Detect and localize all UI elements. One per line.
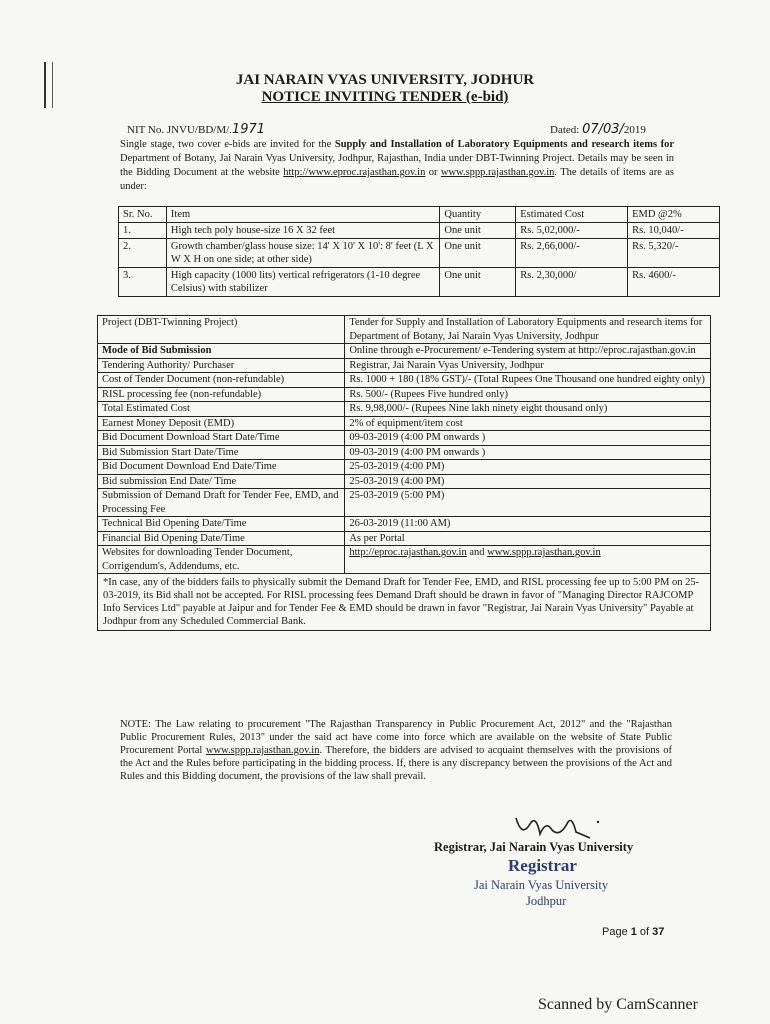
stamp-university: Jai Narain Vyas University: [474, 878, 609, 892]
items-header-row: [119, 207, 720, 223]
dated-handwritten: 07/03/: [582, 122, 624, 137]
table-row: [119, 268, 720, 297]
items-table: [118, 206, 720, 297]
cell: Rs. 4600/-: [628, 268, 720, 297]
info-key: Project (DBT-Twinning Project): [98, 316, 345, 344]
info-key: Cost of Tender Document (non-refundable): [98, 373, 345, 388]
info-row: [98, 344, 711, 359]
info-key: Earnest Money Deposit (EMD): [98, 416, 345, 431]
info-row: [98, 431, 711, 446]
info-key: Tendering Authority/ Purchaser: [98, 358, 345, 373]
cell: One unit: [440, 268, 516, 297]
table-row: [119, 239, 720, 268]
info-key: Technical Bid Opening Date/Time: [98, 517, 345, 532]
info-row: [98, 387, 711, 402]
dated-year: 2019: [623, 124, 646, 136]
info-key: Submission of Demand Draft for Tender Fee, EMD, and Processing Fee: [98, 489, 345, 517]
info-value: Rs. 500/- (Rupees Five hundred only): [345, 387, 711, 402]
cell: Rs. 2,30,000/: [516, 268, 628, 297]
dated: [550, 122, 646, 137]
cell: One unit: [440, 239, 516, 268]
info-value: Rs. 9,98,000/- (Rupees Nine lakh ninety eight thousand only): [345, 402, 711, 417]
eproc-link[interactable]: http://www.eproc.rajasthan.gov.in: [283, 167, 426, 178]
university-title: JAI NARAIN VYAS UNIVERSITY, JODHUR: [235, 72, 535, 88]
note-text-1: NOTE: The Law relating to procurement "The Rajasthan Transparency in Public Procurement Act, 2012" and the "Rajasthan Public Procurement Rules, 2013" under the said act have come into force which are available on the website of State Public Procurement Portal: [120, 719, 672, 756]
notice-title: NOTICE INVITING TENDER (e-bid): [261, 89, 509, 105]
cell: One unit: [440, 223, 516, 239]
info-value: Rs. 1000 + 180 (18% GST)/- (Total Rupees One Thousand one hundred eighty only): [345, 373, 711, 388]
note-text-2: . Therefore, the bidders are advised to acquaint themselves with the provisions of the Act and the Rules before participating in the bidding process. If, there is any discrepancy between the provisions of the Act and Rules and this Bidding document, the provisions of the law shall prevail.: [120, 745, 672, 782]
note-sppp-link[interactable]: www.sppp.rajasthan.gov.in: [205, 745, 320, 756]
info-key: Total Estimated Cost: [98, 402, 345, 417]
cell: Rs. 5,320/-: [628, 239, 720, 268]
info-key: Bid Submission Start Date/Time: [98, 445, 345, 460]
info-value: [345, 546, 711, 574]
info-key: Mode of Bid Submission: [98, 344, 345, 359]
law-note: [120, 718, 672, 783]
info-row: [98, 402, 711, 417]
info-row: [98, 460, 711, 475]
info-row: [98, 416, 711, 431]
intro-paragraph: [120, 138, 674, 194]
registrar-line: Registrar, Jai Narain Vyas University: [434, 840, 634, 854]
info-key: Financial Bid Opening Date/Time: [98, 531, 345, 546]
info-value: 2% of equipment/item cost: [345, 416, 711, 431]
footnote: *In case, any of the bidders fails to physically submit the Demand Draft for Tender Fee, EMD, and RISL processing fee up to 5:00 PM on 25-03-2019, its Bid shall not be accepted. For RISL processing fees Demand Draft should be drawn in favor of "Managing Director RAJCOMP Info Services Ltd" payable at Jaipur and for Tender Fee & EMD should be drawn in favor "Registrar, Jai Narain Vyas University" Payable at Jodhpur from any Scheduled Commercial Bank.: [98, 574, 711, 631]
cell: High capacity (1000 lits) vertical refrigerators (1-10 degree Celsius) with stabilizer: [166, 268, 439, 297]
cell: High tech poly house-size 16 X 32 feet: [166, 223, 439, 239]
nit-label: NIT No. JNVU/BD/M/.: [127, 124, 232, 136]
info-value: Online through e-Procurement/ e-Tendering system at http://eproc.rajasthan.gov.in: [345, 344, 711, 359]
cell: Rs. 2,66,000/-: [516, 239, 628, 268]
stamp-city: Jodhpur: [526, 894, 567, 908]
nit-number: [127, 122, 265, 137]
col-header: Sr. No.: [119, 207, 167, 223]
signature-icon: [512, 808, 602, 844]
cell: Rs. 10,040/-: [628, 223, 720, 239]
sppp-link[interactable]: www.sppp.rajasthan.gov.in: [440, 167, 555, 178]
col-header: EMD @2%: [628, 207, 720, 223]
info-value: 09-03-2019 (4:00 PM onwards ): [345, 431, 711, 446]
col-header: Quantity: [440, 207, 516, 223]
cell: 2.: [119, 239, 167, 268]
cell: 1.: [119, 223, 167, 239]
info-key: Bid Document Download Start Date/Time: [98, 431, 345, 446]
info-row: [98, 316, 711, 344]
websites-eproc-link[interactable]: http://eproc.rajasthan.gov.in: [349, 547, 467, 558]
websites-sppp-link[interactable]: www.sppp.rajasthan.gov.in: [487, 547, 601, 558]
info-key: Bid Document Download End Date/Time: [98, 460, 345, 475]
info-row: [98, 546, 711, 574]
info-value: 26-03-2019 (11:00 AM): [345, 517, 711, 532]
col-header: Item: [166, 207, 439, 223]
info-value: Registrar, Jai Narain Vyas University, Jodhpur: [345, 358, 711, 373]
info-key: Bid submission End Date/ Time: [98, 474, 345, 489]
info-value: 09-03-2019 (4:00 PM onwards ): [345, 445, 711, 460]
footnote-row: [98, 574, 711, 631]
page-number: [602, 926, 664, 938]
intro-text-2: Department of Botany, Jai Narain Vyas University, Jodhpur, Rajasthan, India under DBT-Twinning Project. Details may be seen in the Bidding Document at the website: [120, 153, 674, 178]
info-value: Tender for Supply and Installation of Laboratory Equipments and research items for Department of Botany, Jai Narain Vyas University, Jodhpur: [345, 316, 711, 344]
info-row: [98, 531, 711, 546]
intro-bold: Supply and Installation of Laboratory Equipments and research items for: [334, 139, 674, 150]
info-row: [98, 445, 711, 460]
scanner-watermark: Scanned by CamScanner: [538, 996, 698, 1013]
info-row: [98, 358, 711, 373]
info-value: 25-03-2019 (4:00 PM): [345, 460, 711, 475]
page-prefix: Page: [602, 926, 631, 938]
intro-text-3: . The details of items are as under:: [120, 167, 674, 192]
nit-handwritten-number: 1971: [231, 122, 266, 137]
cell: 3.: [119, 268, 167, 297]
intro-text-1: Single stage, two cover e-bids are invited for the: [120, 139, 335, 150]
page-total: 37: [652, 926, 665, 938]
info-row: [98, 474, 711, 489]
info-value: 25-03-2019 (5:00 PM): [345, 489, 711, 517]
info-value: 25-03-2019 (4:00 PM): [345, 474, 711, 489]
info-value: As per Portal: [345, 531, 711, 546]
dated-label: Dated:: [550, 124, 580, 136]
col-header: Estimated Cost: [516, 207, 628, 223]
info-row: [98, 517, 711, 532]
page-of: of: [636, 926, 653, 938]
info-key: Websites for downloading Tender Document, Corrigendum's, Addendums, etc.: [98, 546, 345, 574]
cell: Growth chamber/glass house size: 14' X 10' X 10': 8' feet (L X W X H on one side; at other side): [166, 239, 439, 268]
info-row: [98, 373, 711, 388]
cell: Rs. 5,02,000/-: [516, 223, 628, 239]
page-current: 1: [630, 926, 637, 938]
intro-or: or: [425, 167, 441, 178]
websites-and: and: [466, 547, 488, 558]
info-key: RISL processing fee (non-refundable): [98, 387, 345, 402]
table-row: [119, 223, 720, 239]
info-row: [98, 489, 711, 517]
tender-info-table: [97, 315, 711, 631]
stamp-title: Registrar: [508, 856, 577, 875]
